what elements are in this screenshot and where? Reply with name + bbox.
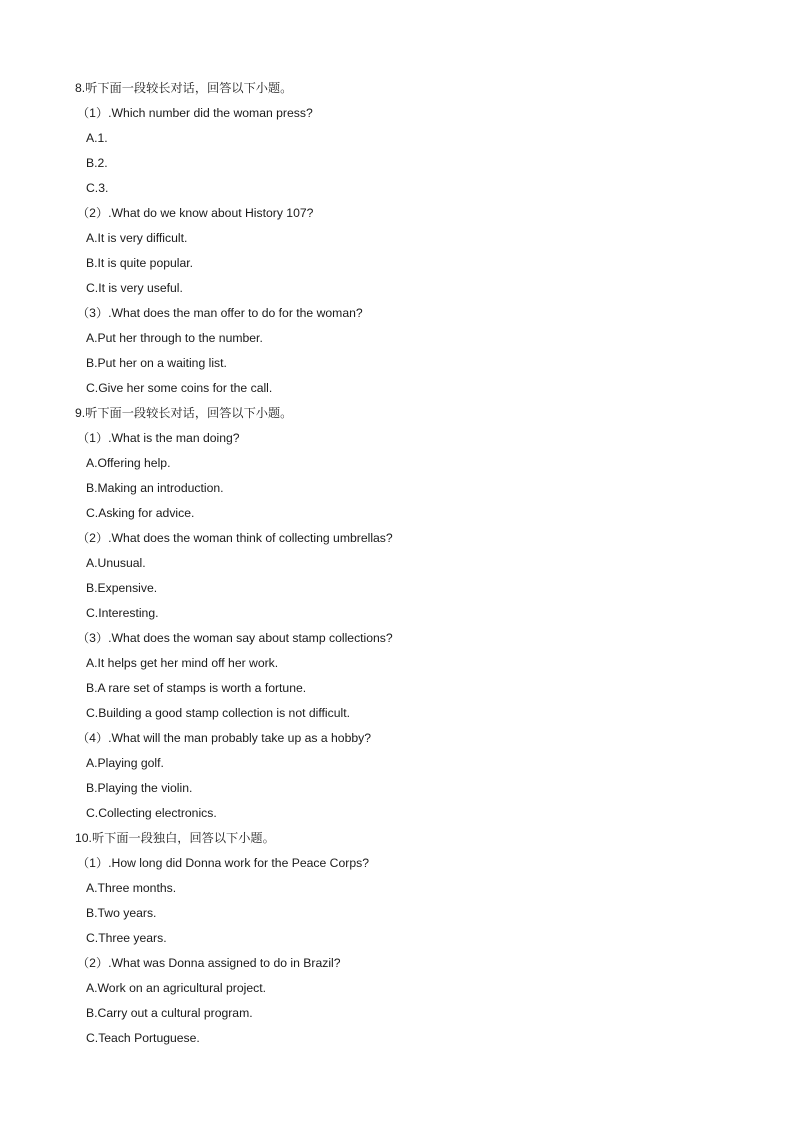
section-heading: 9.听下面一段较长对话，回答以下小题。 — [75, 406, 293, 420]
question-text: （4）.What will the man probably take up as a hobby? — [77, 731, 372, 745]
answer-option: A.Put her through to the number. — [86, 331, 263, 345]
question-text: （2）.What does the woman think of collecting umbrellas? — [77, 531, 393, 545]
answer-option: B.It is quite popular. — [86, 256, 194, 270]
answer-option: B.A rare set of stamps is worth a fortune. — [86, 681, 307, 695]
answer-option: A.Work on an agricultural project. — [86, 981, 266, 995]
answer-option: B.Carry out a cultural program. — [86, 1006, 253, 1020]
answer-option: C.Collecting electronics. — [86, 806, 217, 820]
answer-option: B.Playing the violin. — [86, 781, 193, 795]
answer-option: B.Making an introduction. — [86, 481, 224, 495]
answer-option: C.It is very useful. — [86, 281, 183, 295]
answer-option: A.Playing golf. — [86, 756, 164, 770]
answer-option: A.Offering help. — [86, 456, 171, 470]
section-heading: 8.听下面一段较长对话，回答以下小题。 — [75, 81, 293, 95]
question-text: （3）.What does the woman say about stamp collections? — [77, 631, 393, 645]
answer-option: C.Interesting. — [86, 606, 159, 620]
answer-option: C.Asking for advice. — [86, 506, 195, 520]
question-text: （2）.What was Donna assigned to do in Brazil? — [77, 956, 341, 970]
answer-option: C.Building a good stamp collection is not difficult. — [86, 706, 350, 720]
answer-option: B.Expensive. — [86, 581, 158, 595]
answer-option: B.Two years. — [86, 906, 157, 920]
question-text: （1）.How long did Donna work for the Peace Corps? — [77, 856, 369, 870]
document-page — [0, 76, 794, 1051]
answer-option: C.3. — [86, 181, 109, 195]
answer-option: A.It is very difficult. — [86, 231, 188, 245]
question-text: （1）.What is the man doing? — [77, 431, 240, 445]
answer-option: A.1. — [86, 131, 108, 145]
section-heading: 10.听下面一段独白，回答以下小题。 — [75, 831, 275, 845]
question-text: （3）.What does the man offer to do for the woman? — [77, 306, 363, 320]
question-text: （2）.What do we know about History 107? — [77, 206, 314, 220]
answer-option: B.Put her on a waiting list. — [86, 356, 227, 370]
answer-option: A.Three months. — [86, 881, 177, 895]
answer-option: A.It helps get her mind off her work. — [86, 656, 279, 670]
answer-option: C.Three years. — [86, 931, 167, 945]
answer-option: A.Unusual. — [86, 556, 146, 570]
answer-option: C.Give her some coins for the call. — [86, 381, 273, 395]
answer-option: B.2. — [86, 156, 108, 170]
question-text: （1）.Which number did the woman press? — [77, 106, 313, 120]
answer-option: C.Teach Portuguese. — [86, 1031, 200, 1045]
